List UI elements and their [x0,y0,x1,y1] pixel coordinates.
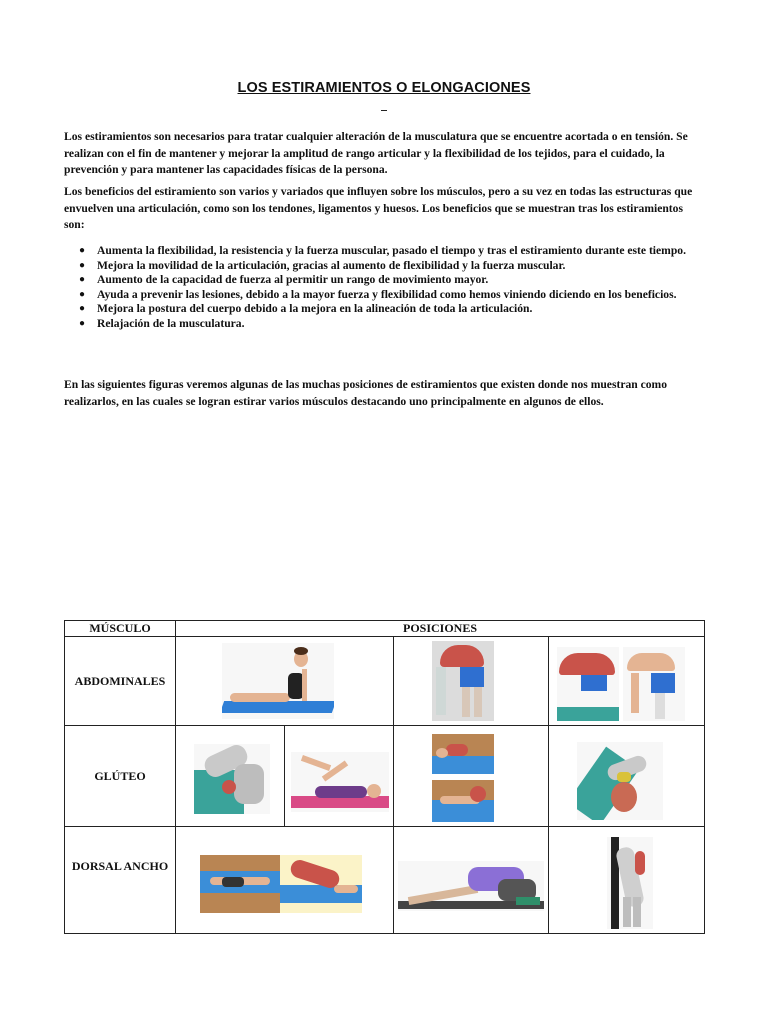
table-row [65,637,705,726]
benefits-intro-paragraph: Los beneficios del estiramiento son varios y variados que influyen sobre los músculos, pero a su vez en todas las estructuras que envuelven una articulación, como son los tendones, ligamentos y huesos. Los beneficios que se muestran tras los estiramientos son: [64,185,693,231]
benefits-list [64,244,694,332]
table-row [65,827,705,934]
bullet-icon: ● [79,303,86,315]
header-musculo: MÚSCULO [65,621,176,637]
stretch-figure-icon [176,827,394,934]
table-header-row [65,621,705,637]
row-label-dorsal-ancho: DORSAL ANCHO [65,827,176,934]
figures-paragraph: En las siguientes figuras veremos algunas de las muchas posiciones de estiramientos que existen donde nos muestran como realizarlos, en las cuales se logran estirar varios músculos destacando uno principalmente en algunos de ellos. [64,378,668,408]
list-item: ● Aumenta la flexibilidad, la resistencia y la fuerza muscular, pasado el tiempo y tras el estiramiento durante este tiempo. [79,244,686,257]
bullet-icon: ● [79,317,86,329]
stretch-figure-icon [549,827,705,934]
title-dash [381,110,387,111]
stretch-figure-icon [394,726,549,827]
list-item: ● Relajación de la musculatura. [79,316,245,330]
bullet-icon: ● [79,288,86,300]
stretch-figure-icon [549,637,705,726]
stretch-figure-icon [176,726,285,827]
stretch-figure-icon [285,726,394,827]
stretch-figure-icon [549,726,705,827]
bullet-icon: ● [79,274,86,286]
bullet-icon: ● [79,245,86,256]
stretch-figure-icon [176,637,394,726]
table-row [65,726,705,827]
bullet-icon: ● [79,259,86,271]
list-item: ● Mejora la movilidad de la articulación, gracias al aumento de flexibilidad y la fuerza muscular. [79,258,566,272]
row-label-abdominales: ABDOMINALES [65,637,176,726]
intro-paragraph: Los estiramientos son necesarios para tratar cualquier alteración de la musculatura que se encuentre acortada o en tensión. Se realizan con el fin de mantener y mejorar la amplitud de rango articular y la flexibilidad de los tejidos, para el cuidado, la prevención y para mantener las capacidades físicas de la persona. [64,130,688,176]
stretch-table [64,620,705,934]
stretch-figure-icon [394,827,549,934]
document-title: LOS ESTIRAMIENTOS O ELONGACIONES [237,80,531,96]
row-label-gluteo: GLÚTEO [65,726,176,827]
list-item: ● Aumento de la capacidad de fuerza al permitir un rango de movimiento mayor. [79,273,489,287]
list-item: ● Ayuda a prevenir las lesiones, debido a la mayor fuerza y flexibilidad como hemos viniendo diciendo en los beneficios. [79,287,677,301]
header-posiciones: POSICIONES [176,621,705,637]
stretch-figure-icon [394,637,549,726]
list-item: ● Mejora la postura del cuerpo debido a la mejora en la alineación de toda la articulación. [79,302,533,316]
